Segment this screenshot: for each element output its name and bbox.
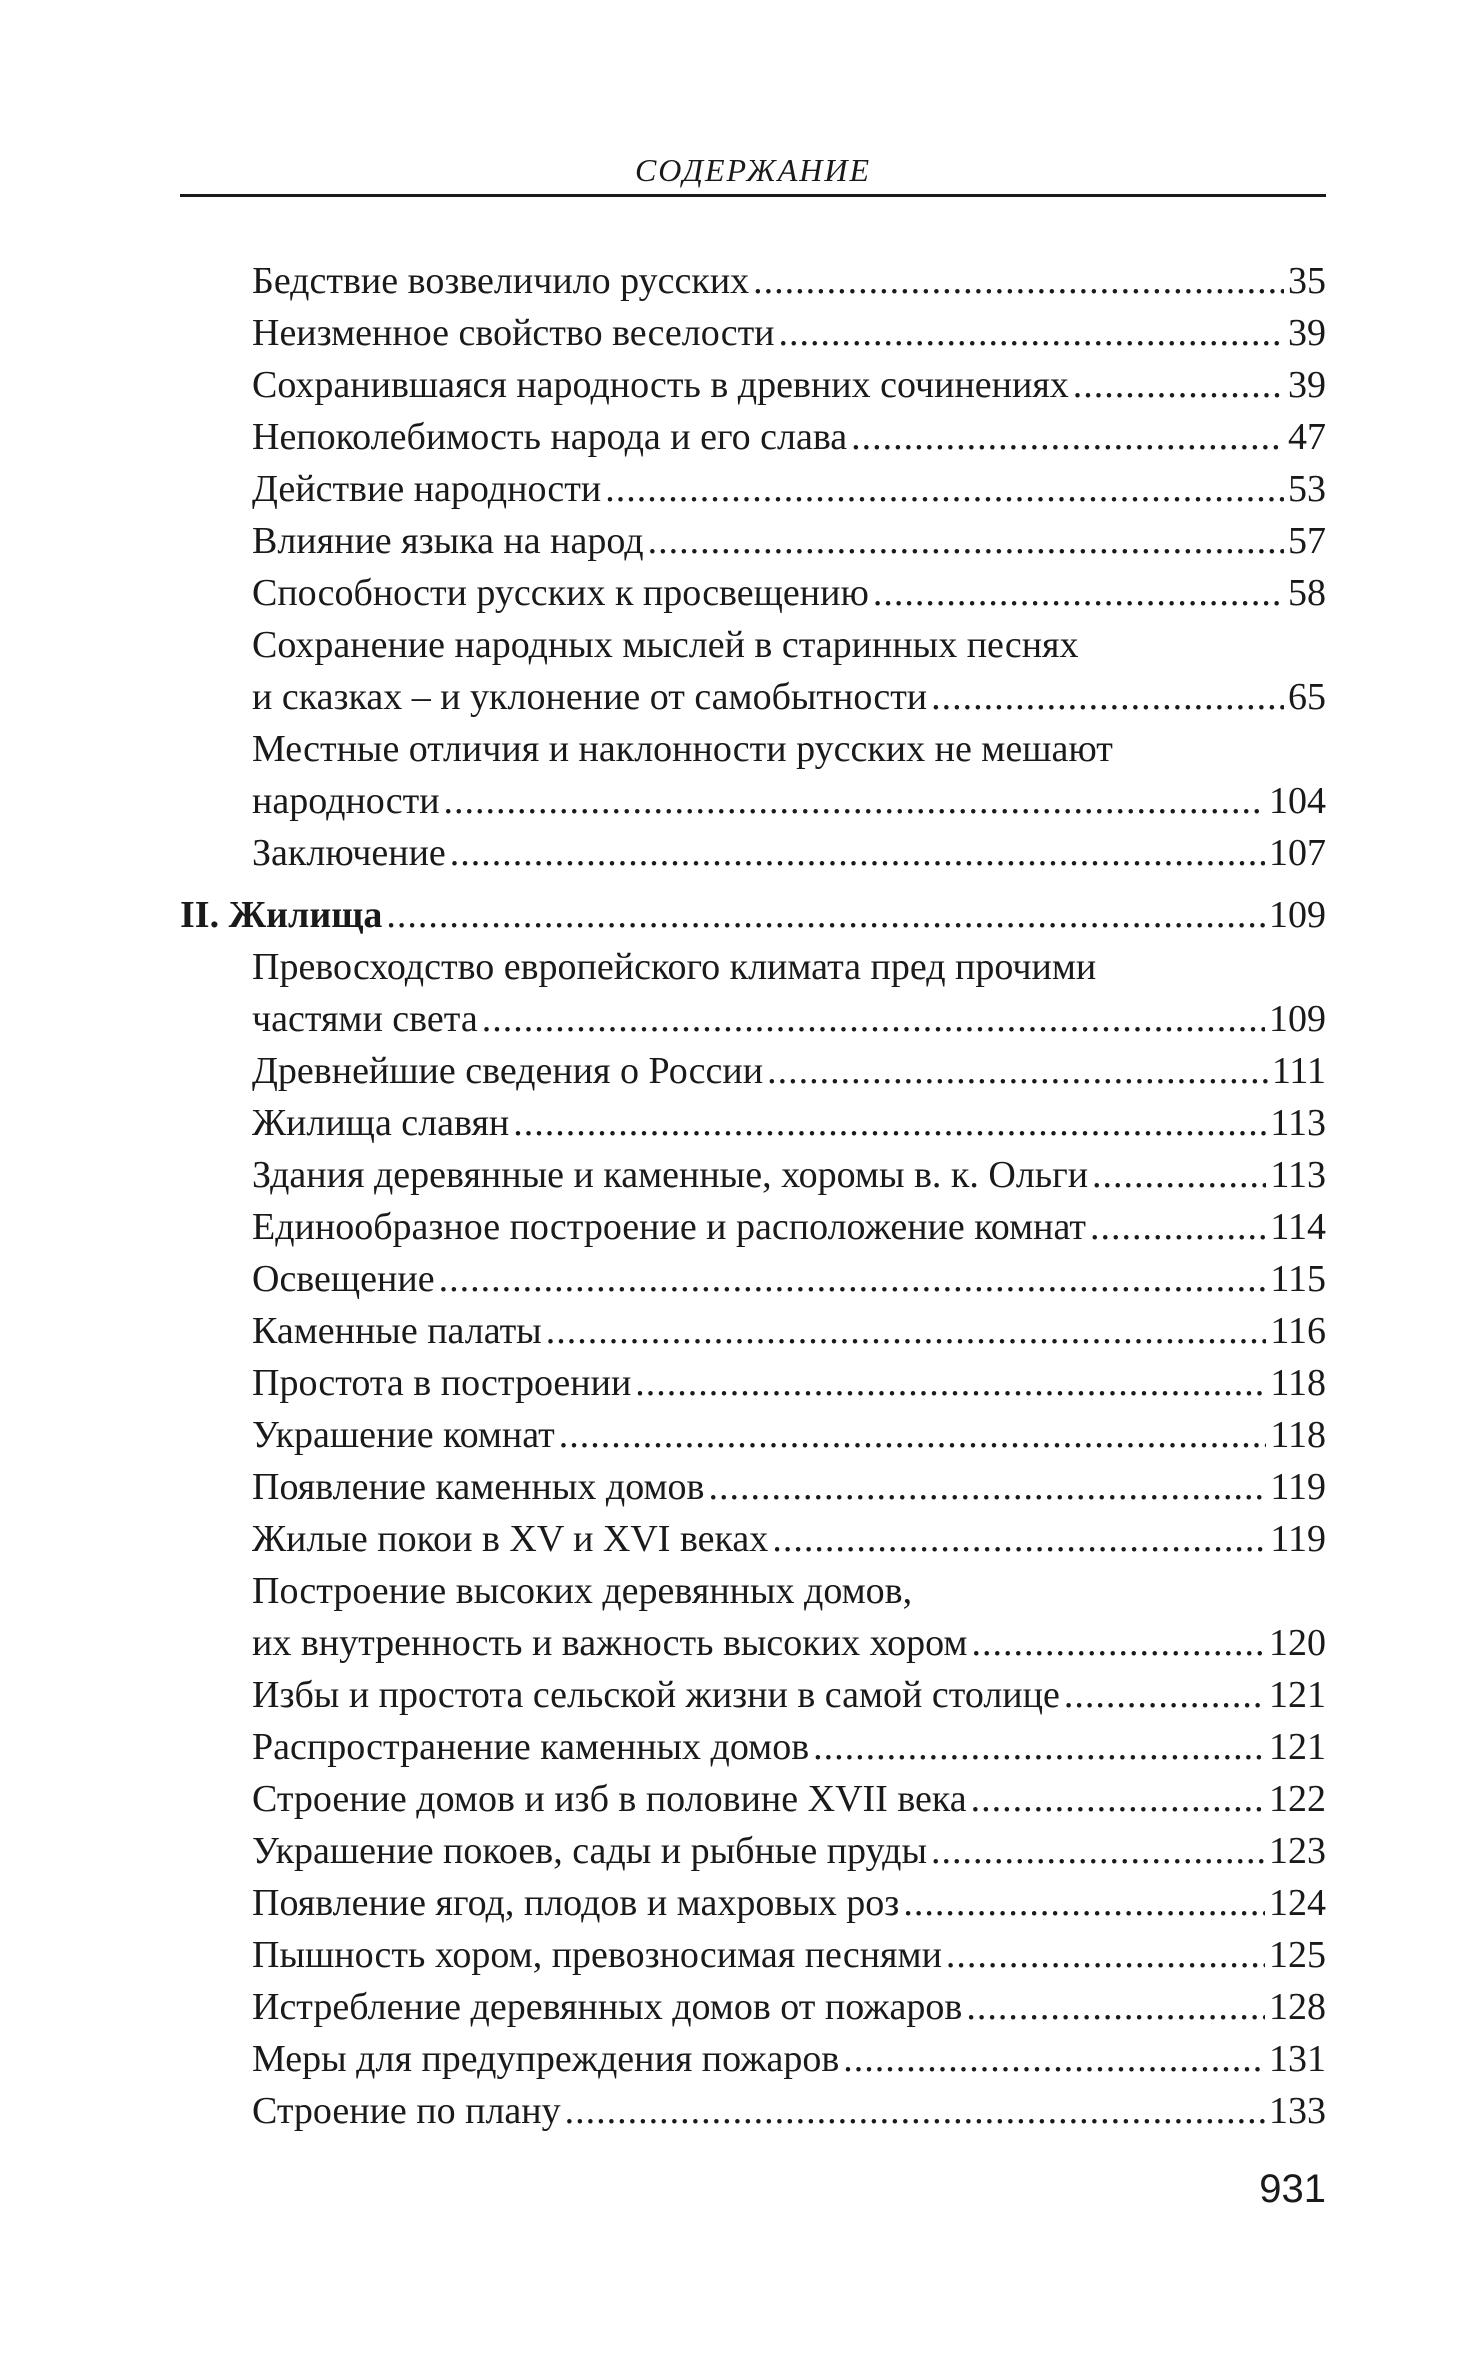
toc-entry-page: 118 xyxy=(1270,1362,1326,1404)
toc-entry-title: Влияние языка на народ xyxy=(252,520,644,562)
table-of-contents xyxy=(180,255,1326,2137)
toc-entry-page: 116 xyxy=(1270,1310,1326,1352)
toc-leader-dots xyxy=(559,1409,1267,1461)
toc-entry-page: 120 xyxy=(1269,1622,1326,1664)
toc-entry-multiline[interactable] xyxy=(180,941,1326,1045)
toc-entry-title: Здания деревянные и каменные, хоромы в. к. Ольги xyxy=(252,1154,1089,1196)
toc-entry-title-line: Превосходство европейского климата пред прочими xyxy=(252,946,1097,988)
toc-leader-dots xyxy=(753,255,1284,307)
toc-entry-page: 107 xyxy=(1269,832,1326,874)
toc-entry-page: 104 xyxy=(1269,780,1326,822)
toc-leader-dots xyxy=(767,1045,1268,1097)
toc-entry-page: 57 xyxy=(1288,520,1326,562)
toc-entry-page: 133 xyxy=(1269,2090,1326,2132)
toc-entry-title: Простота в построении xyxy=(252,1362,632,1404)
toc-entry-page: 47 xyxy=(1288,416,1326,458)
toc-entry-page: 123 xyxy=(1269,1830,1326,1872)
toc-entry[interactable] xyxy=(180,1825,1326,1877)
toc-entry[interactable] xyxy=(180,1461,1326,1513)
toc-entry[interactable] xyxy=(180,1097,1326,1149)
toc-entry-page: 131 xyxy=(1269,2038,1326,2080)
toc-entry[interactable] xyxy=(180,515,1326,567)
toc-leader-dots xyxy=(1073,359,1284,411)
toc-entry-page: 39 xyxy=(1288,312,1326,354)
toc-leader-dots xyxy=(444,775,1265,827)
toc-entry-title: Истребление деревянных домов от пожаров xyxy=(252,1986,963,2028)
toc-entry-multiline[interactable] xyxy=(180,619,1326,723)
toc-entry[interactable] xyxy=(180,1045,1326,1097)
toc-leader-dots xyxy=(482,993,1265,1045)
toc-entry-title: Появление ягод, плодов и махровых роз xyxy=(252,1882,900,1924)
toc-leader-dots xyxy=(605,463,1284,515)
toc-entry-page: 121 xyxy=(1269,1726,1326,1768)
toc-entry[interactable] xyxy=(180,1721,1326,1773)
toc-entry-title: Освещение xyxy=(252,1258,435,1300)
toc-leader-dots xyxy=(450,827,1265,879)
toc-entry-page: 122 xyxy=(1269,1778,1326,1820)
toc-entry[interactable] xyxy=(180,827,1326,879)
toc-entry-page: 125 xyxy=(1269,1934,1326,1976)
toc-entry[interactable] xyxy=(180,1409,1326,1461)
header-rule xyxy=(180,194,1326,197)
toc-leader-dots xyxy=(565,2085,1265,2137)
toc-entry-title: Способности русских к просвещению xyxy=(252,572,869,614)
toc-entry[interactable] xyxy=(180,2033,1326,2085)
toc-leader-dots xyxy=(843,2033,1265,2085)
toc-leader-dots xyxy=(851,411,1284,463)
toc-leader-dots xyxy=(971,1773,1265,1825)
toc-entry-multiline[interactable] xyxy=(180,1565,1326,1669)
toc-entry[interactable] xyxy=(180,411,1326,463)
toc-entry-title: Единообразное построение и расположение комнат xyxy=(252,1206,1086,1248)
toc-entry-page: 65 xyxy=(1288,676,1326,718)
toc-entry-title: частями света xyxy=(252,998,478,1040)
toc-entry[interactable] xyxy=(180,1253,1326,1305)
toc-entry-title: Жилища славян xyxy=(252,1102,510,1144)
toc-leader-dots xyxy=(1092,1149,1266,1201)
toc-entry-page: 119 xyxy=(1270,1466,1326,1508)
toc-entry-page: 35 xyxy=(1288,260,1326,302)
running-head: СОДЕРЖАНИЕ xyxy=(634,152,872,188)
toc-entry-title: и сказках – и уклонение от самобытности xyxy=(252,676,928,718)
toc-entry-page: 113 xyxy=(1270,1154,1326,1196)
toc-entry-title: Неизменное свойство веселости xyxy=(252,312,775,354)
toc-entry-title: народности xyxy=(252,780,440,822)
toc-entry[interactable] xyxy=(180,1773,1326,1825)
toc-entry-title: Украшение комнат xyxy=(252,1414,555,1456)
toc-entry-page: 53 xyxy=(1288,468,1326,510)
toc-entry[interactable] xyxy=(180,1669,1326,1721)
toc-leader-dots xyxy=(772,1513,1266,1565)
toc-entry-title: Древнейшие сведения о России xyxy=(252,1050,764,1092)
toc-entry-title: Строение домов и изб в половине XVII века xyxy=(252,1778,967,1820)
toc-leader-dots xyxy=(813,1721,1265,1773)
toc-leader-dots xyxy=(946,1929,1265,1981)
toc-entry-page: 111 xyxy=(1271,1050,1326,1092)
toc-entry-page: 124 xyxy=(1269,1882,1326,1924)
toc-leader-dots xyxy=(903,1877,1265,1929)
toc-leader-dots xyxy=(873,567,1284,619)
toc-chapter-title: II. Жилища xyxy=(180,894,383,936)
toc-entry-page: 39 xyxy=(1288,364,1326,406)
toc-entry-page: 115 xyxy=(1270,1258,1326,1300)
toc-entry-page: 113 xyxy=(1270,1102,1326,1144)
toc-entry-title: их внутренность и важность высоких хором xyxy=(252,1622,968,1664)
toc-leader-dots xyxy=(648,515,1284,567)
toc-entry[interactable] xyxy=(180,1149,1326,1201)
toc-entry-page: 119 xyxy=(1270,1518,1326,1560)
toc-entry-title-line: Построение высоких деревянных домов, xyxy=(252,1570,913,1612)
toc-entry-title: Избы и простота сельской жизни в самой столице xyxy=(252,1674,1060,1716)
toc-leader-dots xyxy=(931,671,1284,723)
toc-entry[interactable] xyxy=(180,1201,1326,1253)
page-number: 931 xyxy=(1259,2167,1326,2211)
toc-entry-title: Заключение xyxy=(252,832,446,874)
toc-entry[interactable] xyxy=(180,1877,1326,1929)
toc-leader-dots xyxy=(931,1825,1265,1877)
toc-leader-dots xyxy=(635,1357,1266,1409)
toc-entry[interactable] xyxy=(180,463,1326,515)
toc-entry[interactable] xyxy=(180,1981,1326,2033)
toc-leader-dots xyxy=(513,1097,1266,1149)
toc-leader-dots xyxy=(779,307,1284,359)
toc-leader-dots xyxy=(966,1981,1265,2033)
toc-entry[interactable] xyxy=(180,307,1326,359)
toc-leader-dots xyxy=(1090,1201,1266,1253)
toc-leader-dots xyxy=(971,1617,1265,1669)
toc-entry-title: Действие народности xyxy=(252,468,602,510)
toc-entry-page: 109 xyxy=(1269,998,1326,1040)
toc-leader-dots xyxy=(439,1253,1267,1305)
toc-entry[interactable] xyxy=(180,255,1326,307)
toc-entry-page: 128 xyxy=(1269,1986,1326,2028)
toc-entry-title-line: Местные отличия и наклонности русских не мешают xyxy=(252,728,1113,770)
toc-entry-title: Бедствие возвеличило русских xyxy=(252,260,750,302)
toc-entry-title: Распространение каменных домов xyxy=(252,1726,810,1768)
toc-chapter-heading[interactable] xyxy=(180,889,1326,941)
toc-entry[interactable] xyxy=(180,1305,1326,1357)
toc-chapter-page: 109 xyxy=(1269,894,1326,936)
toc-entry-title: Украшение покоев, сады и рыбные пруды xyxy=(252,1830,928,1872)
toc-leader-dots xyxy=(546,1305,1267,1357)
toc-leader-dots xyxy=(708,1461,1266,1513)
toc-entry[interactable] xyxy=(180,359,1326,411)
toc-leader-dots xyxy=(1064,1669,1265,1721)
toc-leader-dots xyxy=(386,889,1265,941)
toc-entry-page: 118 xyxy=(1270,1414,1326,1456)
toc-entry[interactable] xyxy=(180,1929,1326,1981)
toc-entry-title: Меры для предупреждения пожаров xyxy=(252,2038,840,2080)
toc-entry-title: Непоколебимость народа и его слава xyxy=(252,416,848,458)
toc-entry[interactable] xyxy=(180,1513,1326,1565)
toc-entry-title: Жилые покои в XV и XVI веках xyxy=(252,1518,769,1560)
toc-entry-title: Пышность хором, превозносимая песнями xyxy=(252,1934,942,1976)
toc-entry-title-line: Сохранение народных мыслей в старинных песнях xyxy=(252,624,1079,666)
toc-entry-page: 121 xyxy=(1269,1674,1326,1716)
toc-entry[interactable] xyxy=(180,2085,1326,2137)
toc-entry[interactable] xyxy=(180,567,1326,619)
toc-entry-title: Строение по плану xyxy=(252,2090,561,2132)
toc-entry[interactable] xyxy=(180,1357,1326,1409)
toc-entry-title: Каменные палаты xyxy=(252,1310,542,1352)
toc-entry-multiline[interactable] xyxy=(180,723,1326,827)
toc-entry-title: Появление каменных домов xyxy=(252,1466,705,1508)
toc-entry-page: 58 xyxy=(1288,572,1326,614)
toc-entry-page: 114 xyxy=(1270,1206,1326,1248)
toc-entry-title: Сохранившаяся народность в древних сочинениях xyxy=(252,364,1069,406)
